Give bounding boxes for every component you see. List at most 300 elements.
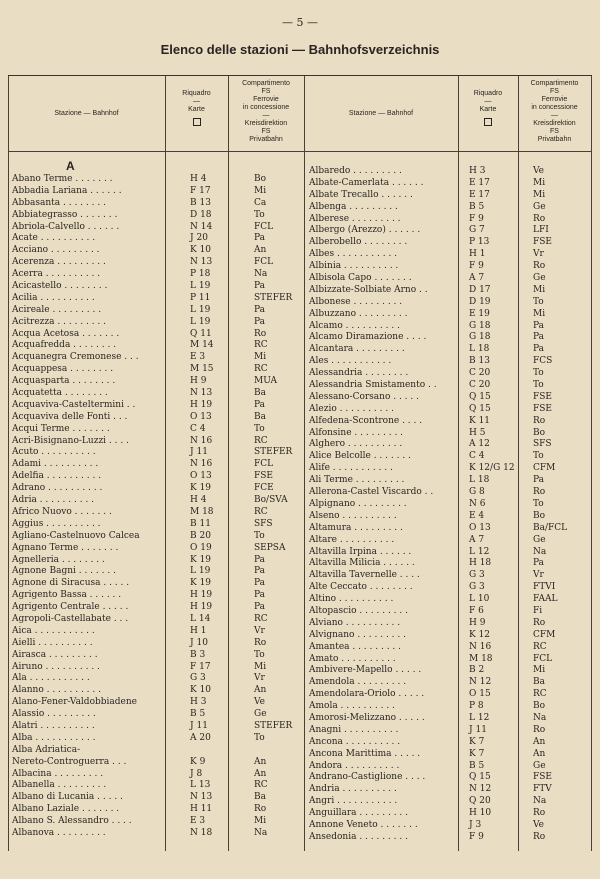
station-row xyxy=(12,590,304,602)
station-row xyxy=(12,447,304,459)
compartment: Pa xyxy=(254,233,266,244)
grid-ref: N 13 xyxy=(190,792,213,803)
compartment: Ro xyxy=(533,808,546,819)
grid-ref: D 17 xyxy=(469,284,491,295)
compartment: Pa xyxy=(254,554,266,565)
station-name: Alba Adriatica- xyxy=(12,744,81,755)
station-name: Acerenza . . . . . . . . . xyxy=(12,257,106,268)
grid-ref: K 10 xyxy=(190,685,212,696)
station-name: Allerona-Castel Viscardo . . xyxy=(309,487,434,498)
station-row xyxy=(12,828,304,840)
compartment: Vr xyxy=(254,673,265,684)
compartment: Pa xyxy=(533,320,545,331)
station-row xyxy=(309,689,591,701)
compartment: To xyxy=(254,423,265,434)
station-name: Altamura . . . . . . . . . xyxy=(309,522,403,533)
compartment: RC xyxy=(254,340,268,351)
station-row xyxy=(12,329,304,341)
station-row xyxy=(309,654,591,666)
station-row xyxy=(12,578,304,590)
grid-ref: H 3 xyxy=(469,166,486,176)
compartment: Ve xyxy=(533,166,544,176)
compartment: FAAL xyxy=(533,594,558,605)
station-name: Acquasparta . . . . . . . . xyxy=(12,376,116,387)
station-name: Acquanegra Cremonese . . . xyxy=(12,352,139,363)
compartment: Ro xyxy=(533,487,546,498)
station-name: Altavilla Milicia . . . . . . xyxy=(309,558,415,569)
compartment: FTVI xyxy=(533,582,556,593)
station-row xyxy=(309,321,591,333)
grid-ref: H 9 xyxy=(190,376,207,387)
grid-ref: E 3 xyxy=(190,352,206,363)
station-name: Ancona . . . . . . . . . . xyxy=(309,736,401,747)
station-row xyxy=(309,380,591,392)
compartment: FCL xyxy=(254,459,274,470)
grid-ref: N 6 xyxy=(469,498,486,509)
station-name: Alberobello . . . . . . . . xyxy=(309,237,408,248)
station-row xyxy=(12,269,304,281)
compartment: An xyxy=(254,756,267,767)
station-row xyxy=(309,808,591,820)
station-row xyxy=(12,709,304,721)
compartment: MUA xyxy=(254,376,278,387)
compartment: Ba xyxy=(254,792,266,803)
grid-ref: K 12/G 12 xyxy=(469,463,515,474)
compartment: STEFER xyxy=(254,292,293,303)
station-name: Albergo (Arezzo) . . . . . . xyxy=(309,225,421,236)
station-row xyxy=(12,745,304,757)
grid-ref: O 13 xyxy=(469,522,491,533)
station-name: Acireale . . . . . . . . . xyxy=(12,304,102,315)
grid-ref: A 7 xyxy=(469,273,485,284)
station-name: Alba . . . . . . . . . . . xyxy=(12,732,96,743)
compartment: To xyxy=(254,732,265,743)
grid-ref: P 8 xyxy=(469,701,484,712)
compartment: CFM xyxy=(533,463,556,474)
grid-ref: B 5 xyxy=(469,760,485,771)
station-row xyxy=(309,725,591,737)
compartment: Mi xyxy=(254,352,267,363)
station-row xyxy=(309,475,591,487)
station-name: Acicastello . . . . . . . . xyxy=(12,281,108,292)
station-name: Acquaviva delle Fonti . . . xyxy=(12,411,128,422)
grid-ref: F 6 xyxy=(469,605,484,616)
station-row xyxy=(12,792,304,804)
compartment: Ro xyxy=(254,637,267,648)
compartment: SFS xyxy=(254,518,273,529)
compartment: An xyxy=(254,685,267,696)
station-name: Amola . . . . . . . . . . xyxy=(309,701,395,712)
compartment: STEFER xyxy=(254,447,293,458)
grid-ref: K 12 xyxy=(469,629,491,640)
station-name: Adelfia . . . . . . . . . . xyxy=(12,471,102,482)
station-row xyxy=(309,618,591,630)
grid-ref: O 13 xyxy=(190,411,212,422)
station-row xyxy=(309,190,591,202)
station-row xyxy=(309,749,591,761)
station-name: Alfedena-Scontrone . . . . xyxy=(309,415,423,426)
station-row xyxy=(309,487,591,499)
compartment: To xyxy=(254,649,265,660)
station-name: Airasca . . . . . . . . . xyxy=(12,649,98,660)
compartment: Ro xyxy=(533,261,546,272)
compartment: RC xyxy=(254,364,268,375)
grid-ref: B 5 xyxy=(469,201,485,212)
station-name: Aica . . . . . . . . . . . xyxy=(12,625,95,636)
station-row xyxy=(309,309,591,321)
compartment: Ba xyxy=(254,411,266,422)
compartment: FCL xyxy=(533,653,553,664)
compartment: Mi xyxy=(254,661,267,672)
station-row xyxy=(12,697,304,709)
grid-ref: P 18 xyxy=(190,269,211,280)
grid-ref: M 18 xyxy=(190,506,214,517)
station-row xyxy=(309,677,591,689)
compartment: Mi xyxy=(254,185,267,196)
compartment: To xyxy=(254,530,265,541)
grid-ref: G 3 xyxy=(469,570,485,581)
compartment: Vr xyxy=(533,249,544,260)
station-name: Amato . . . . . . . . . . xyxy=(309,653,396,664)
station-name: Alcantara . . . . . . . . . xyxy=(309,344,405,355)
station-name: Adria . . . . . . . . . . xyxy=(12,495,95,506)
grid-ref: C 20 xyxy=(469,368,491,379)
station-row xyxy=(12,531,304,543)
station-name: Altopascio . . . . . . . . . xyxy=(309,605,408,616)
station-name: Albanella . . . . . . . . . xyxy=(12,780,107,791)
station-row xyxy=(309,439,591,451)
station-name: Acqui Terme . . . . . . . xyxy=(12,423,110,434)
station-name: Alghero . . . . . . . . . . xyxy=(309,439,403,450)
header-grid-left: Riquadro — Karte xyxy=(165,76,228,165)
station-name: Agliano-Castelnuovo Calcea xyxy=(12,530,140,541)
station-name: Agropoli-Castellabate . . . xyxy=(12,613,129,624)
grid-ref: L 19 xyxy=(190,304,211,315)
grid-ref: H 4 xyxy=(190,495,207,506)
station-name: Alseno . . . . . . . . . . xyxy=(309,510,397,521)
station-name: Altare . . . . . . . . . . xyxy=(309,534,395,545)
station-name: Acate . . . . . . . . . . xyxy=(12,233,96,244)
grid-ref: N 18 xyxy=(190,827,213,838)
station-name: Alassio . . . . . . . . . xyxy=(12,709,96,720)
compartment: Pa xyxy=(533,344,545,355)
station-name: Albano di Lucania . . . . . xyxy=(12,792,123,803)
grid-ref: J 8 xyxy=(190,768,203,779)
grid-ref: H 19 xyxy=(190,602,213,613)
grid-ref: O 13 xyxy=(190,471,212,482)
compartment: Vr xyxy=(533,570,544,581)
station-row xyxy=(309,737,591,749)
compartment: Fi xyxy=(533,605,543,616)
grid-ref: H 11 xyxy=(190,804,213,815)
compartment: Mi xyxy=(533,665,546,676)
compartment: FCS xyxy=(533,356,553,367)
station-name: Abriola-Calvello . . . . . . xyxy=(12,221,120,232)
grid-ref: Q 20 xyxy=(469,796,491,807)
page-title: Elenco delle stazioni — Bahnhofsverzeichnis xyxy=(160,42,440,57)
compartment: Pa xyxy=(254,281,266,292)
compartment: Ge xyxy=(533,201,546,212)
compartment: Ro xyxy=(533,617,546,628)
compartment: To xyxy=(533,451,544,462)
compartment: Ge xyxy=(533,273,546,284)
right-station-list xyxy=(309,166,591,844)
grid-ref: H 10 xyxy=(469,808,492,819)
grid-ref: Q 11 xyxy=(190,328,212,339)
station-row xyxy=(12,602,304,614)
compartment: Ro xyxy=(533,831,546,842)
compartment: Pa xyxy=(254,316,266,327)
grid-ref: D 19 xyxy=(469,296,491,307)
compartment: Ro xyxy=(254,804,267,815)
compartment: SFS xyxy=(533,439,552,450)
station-row xyxy=(309,594,591,606)
grid-ref: H 19 xyxy=(190,590,213,601)
compartment: RC xyxy=(254,506,268,517)
compartment: Na xyxy=(254,827,268,838)
compartment: Ba xyxy=(254,388,266,399)
station-name: Abano Terme . . . . . . . xyxy=(12,174,113,184)
station-row xyxy=(309,547,591,559)
station-name: Alte Ceccato . . . . . . . . xyxy=(309,582,413,593)
grid-ref: Q 15 xyxy=(469,403,491,414)
station-name: Agnano Terme . . . . . . . xyxy=(12,542,119,553)
compartment: FCE xyxy=(254,483,274,494)
grid-ref: K 19 xyxy=(190,483,212,494)
station-row xyxy=(12,566,304,578)
grid-ref: L 10 xyxy=(469,594,490,605)
station-row xyxy=(309,630,591,642)
compartment: Na xyxy=(533,796,547,807)
station-name: Alcamo . . . . . . . . . . xyxy=(309,320,400,331)
compartment: To xyxy=(533,368,544,379)
station-name: Alessandria Smistamento . . xyxy=(309,380,437,391)
station-name: Aielli . . . . . . . . . . xyxy=(12,637,93,648)
grid-ref: F 17 xyxy=(190,661,211,672)
grid-ref: L 13 xyxy=(190,780,211,791)
station-name: Agrigento Centrale . . . . . xyxy=(12,602,129,613)
compartment: To xyxy=(533,498,544,509)
station-row xyxy=(12,305,304,317)
compartment: Ve xyxy=(533,819,544,830)
grid-ref: F 9 xyxy=(469,831,484,842)
station-row xyxy=(12,436,304,448)
station-row xyxy=(309,285,591,297)
header-comp-right: Compartimento FS Ferrovie in concessione — Kreisdirektion FS Privatbahn xyxy=(530,80,579,143)
station-name: Alvignano . . . . . . . . . xyxy=(309,629,406,640)
station-name: Acquatetta . . . . . . . . xyxy=(12,388,108,399)
grid-ref: L 19 xyxy=(190,281,211,292)
compartment: Mi xyxy=(533,177,546,188)
station-row xyxy=(12,519,304,531)
station-row xyxy=(12,780,304,792)
station-row xyxy=(12,638,304,650)
station-row xyxy=(309,665,591,677)
station-name: Agnone di Siracusa . . . . . xyxy=(12,578,130,589)
grid-ref: A 12 xyxy=(469,439,490,450)
station-name: Albinia . . . . . . . . . . xyxy=(309,261,399,272)
station-name: Amorosi-Melizzano . . . . . xyxy=(309,712,425,723)
station-row xyxy=(12,543,304,555)
station-name: Annone Veneto . . . . . . . xyxy=(309,819,418,830)
grid-ref: E 17 xyxy=(469,177,490,188)
station-row xyxy=(12,673,304,685)
station-row xyxy=(309,368,591,380)
section-letter: A xyxy=(66,159,75,173)
station-row xyxy=(309,344,591,356)
station-name: Amendolara-Oriolo . . . . . xyxy=(309,689,425,700)
grid-ref: K 7 xyxy=(469,736,485,747)
grid-ref: L 18 xyxy=(469,344,490,355)
station-name: Ali Terme . . . . . . . . . xyxy=(309,475,405,486)
station-row xyxy=(309,392,591,404)
station-name: Acciano . . . . . . . . . xyxy=(12,245,100,256)
grid-ref: F 9 xyxy=(469,261,484,272)
station-name: Alife . . . . . . . . . . . xyxy=(309,463,393,474)
compartment: To xyxy=(533,296,544,307)
compartment: Ba xyxy=(533,677,545,688)
station-row xyxy=(12,495,304,507)
grid-ref: E 3 xyxy=(190,816,206,827)
station-row xyxy=(12,614,304,626)
station-row xyxy=(12,804,304,816)
station-name: Albenga . . . . . . . . . xyxy=(309,201,398,212)
station-name: Albizzate-Solbiate Arno . . xyxy=(309,284,428,295)
grid-ref: A 20 xyxy=(190,732,211,743)
grid-ref: H 1 xyxy=(190,625,207,636)
station-name: Alessandria . . . . . . . . xyxy=(309,368,409,379)
grid-box-icon xyxy=(193,118,201,126)
station-row xyxy=(309,511,591,523)
station-name: Alanno . . . . . . . . . . xyxy=(12,685,101,696)
grid-ref: J 3 xyxy=(469,819,482,830)
station-row xyxy=(309,820,591,832)
grid-ref: N 14 xyxy=(190,221,213,232)
station-row xyxy=(12,376,304,388)
grid-ref: Q 15 xyxy=(469,772,491,783)
compartment: To xyxy=(533,380,544,391)
compartment: FSE xyxy=(533,403,552,414)
grid-ref: F 17 xyxy=(190,185,211,196)
station-name: Ales . . . . . . . . . . . xyxy=(309,356,392,367)
compartment: RC xyxy=(254,613,268,624)
station-row xyxy=(309,582,591,594)
compartment: Mi xyxy=(533,284,546,295)
station-name: Albonese . . . . . . . . . xyxy=(309,296,403,307)
grid-box-icon xyxy=(484,118,492,126)
grid-ref: G 3 xyxy=(190,673,206,684)
station-row xyxy=(309,570,591,582)
grid-ref: B 13 xyxy=(469,356,490,367)
station-row xyxy=(12,293,304,305)
station-row xyxy=(12,733,304,745)
station-name: Albate-Camerlata . . . . . . xyxy=(309,177,424,188)
compartment: Mi xyxy=(533,189,546,200)
station-row xyxy=(309,606,591,618)
station-row xyxy=(12,340,304,352)
station-name: Andria . . . . . . . . . . xyxy=(309,784,397,795)
station-name: Adrano . . . . . . . . . . xyxy=(12,483,103,494)
station-name: Angri . . . . . . . . . . . xyxy=(309,796,398,807)
station-row xyxy=(12,210,304,222)
station-row xyxy=(309,166,591,178)
grid-ref: L 18 xyxy=(469,475,490,486)
grid-ref: K 19 xyxy=(190,578,212,589)
station-name: Albanova . . . . . . . . . xyxy=(12,827,106,838)
station-name: Albacina . . . . . . . . . xyxy=(12,768,104,779)
station-row xyxy=(309,428,591,440)
grid-ref: B 11 xyxy=(190,518,211,529)
station-name: Ala . . . . . . . . . . . xyxy=(12,673,90,684)
station-name: Acquafredda . . . . . . . . xyxy=(12,340,117,351)
compartment: FCL xyxy=(254,257,274,268)
station-row xyxy=(309,535,591,547)
grid-ref: L 12 xyxy=(469,546,490,557)
grid-ref: B 3 xyxy=(190,649,206,660)
compartment: FTV xyxy=(533,784,552,795)
station-name: Alberese . . . . . . . . . xyxy=(309,213,401,224)
station-row xyxy=(12,721,304,733)
station-row xyxy=(12,650,304,662)
station-name: Ansedonia . . . . . . . . . xyxy=(309,831,408,842)
station-name: Airuno . . . . . . . . . . xyxy=(12,661,100,672)
station-name: Altavilla Irpina . . . . . . xyxy=(309,546,412,557)
station-row xyxy=(12,352,304,364)
grid-ref: G 18 xyxy=(469,320,491,331)
station-name: Acuto . . . . . . . . . . xyxy=(12,447,96,458)
compartment: Pa xyxy=(254,602,266,613)
station-row xyxy=(12,662,304,674)
grid-ref: N 16 xyxy=(469,641,492,652)
compartment: SEPSA xyxy=(254,542,286,553)
compartment: CFM xyxy=(533,629,556,640)
station-row xyxy=(12,424,304,436)
station-name: Nereto-Controguerra . . . xyxy=(12,756,127,767)
compartment: Ro xyxy=(533,213,546,224)
station-name: Adami . . . . . . . . . . xyxy=(12,459,99,470)
station-row xyxy=(309,463,591,475)
compartment: Bo xyxy=(533,510,546,521)
station-row xyxy=(309,832,591,844)
grid-ref: G 7 xyxy=(469,225,485,236)
station-name: Acitrezza . . . . . . . . . xyxy=(12,316,107,327)
grid-ref: J 11 xyxy=(190,447,208,458)
station-name: Albuzzano . . . . . . . . . xyxy=(309,308,408,319)
station-row xyxy=(12,364,304,376)
grid-ref: H 18 xyxy=(469,558,492,569)
compartment: Na xyxy=(533,546,547,557)
grid-ref: N 16 xyxy=(190,435,213,446)
station-name: Alezio . . . . . . . . . . xyxy=(309,403,394,414)
station-row xyxy=(12,412,304,424)
station-row xyxy=(12,685,304,697)
compartment: FSE xyxy=(533,772,552,783)
compartment: Pa xyxy=(254,399,266,410)
station-row xyxy=(309,701,591,713)
grid-ref: N 12 xyxy=(469,677,492,688)
station-name: Amendola . . . . . . . . . xyxy=(309,677,407,688)
station-name: Ancona Marittima . . . . . xyxy=(309,748,421,759)
station-name: Albano S. Alessandro . . . . xyxy=(12,816,132,827)
station-name: Acilia . . . . . . . . . . xyxy=(12,292,95,303)
compartment: FSE xyxy=(254,471,273,482)
grid-ref: J 10 xyxy=(190,637,208,648)
station-name: Africo Nuovo . . . . . . . xyxy=(12,506,112,517)
grid-ref: E 4 xyxy=(469,510,485,521)
grid-ref: K 9 xyxy=(190,756,206,767)
station-row xyxy=(12,769,304,781)
station-name: Albate Trecallo . . . . . . xyxy=(309,189,413,200)
